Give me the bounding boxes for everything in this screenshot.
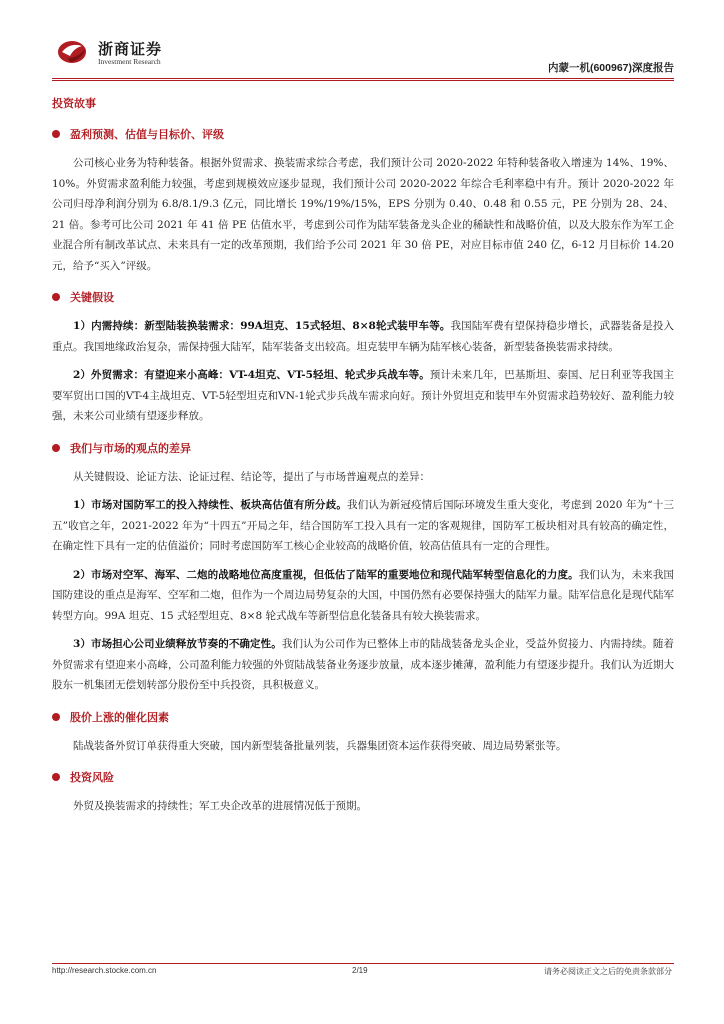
paragraph: 3）市场担心公司业绩释放节奏的不确定性。我们认为公司作为已整体上市的陆战装备龙头企业，受益外贸接力、内需持续。随着外贸需求有望迎来小高峰，公司盈利能力较强的外贸陆战装备业务逐步放量，成本逐步摊薄，盈利能力有望逐步提升。我们认为近期大股东一机集团无偿划转部分股份至中兵投资，具积极意义。 [52,638,674,691]
paragraph: 外贸及换装需求的持续性；军工央企改革的进展情况低于预期。 [73,800,367,812]
paragraph: 从关键假设、论证方法、论证过程、结论等，提出了与市场普遍观点的差异： [73,470,430,483]
main-content [52,88,674,817]
paragraph: 1）内需持续：新型陆装换装需求：99A坦克、15式轻坦、8×8轮式装甲车等。我国陆军费有望保持稳步增长，武器装备是投入重点。我国地缘政治复杂，需保持强大陆军，陆军装备支出较高。坦克装甲车辆为陆军核心装备，新型装备换装需求持续。 [52,320,674,353]
heading-risks [52,768,674,786]
heading-catalysts [52,708,674,726]
heading-text: 投资风险 [70,771,114,784]
footer-divider [52,963,674,964]
disclaimer-note: 请务必阅读正文之后的免责条款部分 [544,967,672,976]
brand-name: 浙商证券 [98,41,163,58]
header-divider [52,78,674,79]
paragraph: 1）市场对国防军工的投入持续性、板块高估值有所分歧。我们认为新冠疫情后国际环境发生重大变化，考虑到 2020 年为“十三五”收官之年，2021-2022 年为“十四五”开局之年，结合国防军工投入具有一定的客观规律，国防军工板块相对具有较高的确定性，在确定性下具有一定的估值溢价；同时考虑国防军工核心企业较高的战略价值，较高估值具有一定的合理性。 [52,499,674,552]
paragraph: 公司核心业务为特种装备。根据外贸需求、换装需求综合考虑，我们预计公司 2020-2022 年特种装备收入增速为 14%、19%、10%。外贸需求盈利能力较强，考虑到规模效应逐步显现，我们预计公司 2020-2022 年综合毛利率稳中有升。预计 2020-2022 年公司归母净利润分别为 6.8/8.1/9.3 亿元，同比增长 19%/19%/15%，EPS 分别为 0.40、0.48 和 0.55 元，PE 分别为 28、24、21 倍。参考可比公司 2021 年 41 倍 PE 估值水平，考虑到公司作为陆军装备龙头企业的稀缺性和战略价值，以及大股东作为军工企业混合所有制改革试点、未来具有一定的改革预期，我们给予公司 2021 年 30 倍 PE，对应目标市值 240 亿，6-12 月目标价 14.20 元，给予“买入”评级。 [52,157,674,272]
heading-text: 我们与市场的观点的差异 [70,441,191,455]
page-number: 2/19 [352,966,368,975]
heading-text: 股价上涨的催化因素 [70,710,169,724]
header-divider-thin [52,80,674,81]
bullet-icon [52,444,60,452]
zheshang-logo-icon [56,36,92,66]
section-title: 投资故事 [52,97,96,110]
footer-link[interactable]: http://research.stocke.com.cn [52,966,157,975]
heading-text: 盈利预测、估值与目标价、评级 [70,128,224,141]
paragraph-lead: 1）市场对国防军工的投入持续性、板块高估值有所分歧。 [73,499,348,511]
paragraph: 2）外贸需求：有望迎来小高峰：VT-4坦克、VT-5轻坦、轮式步兵战车等。预计未来几年，巴基斯坦、泰国、尼日利亚等我国主要军贸出口国的VT-4主战坦克、VT-5轻型坦克和VN-1轮式步兵战车需求向好。预计外贸坦克和装甲车外贸需求趋势较好、盈利能力较强，未来公司业绩有望逐步释放。 [52,369,675,422]
paragraph: 2）市场对空军、海军、二炮的战略地位高度重视，但低估了陆军的重要地位和现代陆军转型信息化的力度。我们认为，未来我国国防建设的重点是海军、空军和二炮，但作为一个周边局势复杂的大国，中国仍然有必要保持强大的陆军力量。陆军信息化是现代陆军转型方向。99A 坦克、15 式轻型坦克、8×8 轮式战车等新型信息化装备具有较大换装需求。 [52,568,674,622]
paragraph-lead: 2）外贸需求：有望迎来小高峰：VT-4坦克、VT-5轻坦、轮式步兵战车等。 [73,369,430,381]
bullet-icon [52,293,60,301]
heading-earnings-forecast [52,125,674,143]
heading-key-assumptions [52,288,674,306]
report-title: 内蒙一机(600967)深度报告 [547,62,674,74]
paragraph-lead: 1）内需持续：新型陆装换装需求：99A坦克、15式轻坦、8×8轮式装甲车等。 [73,320,451,332]
page-header [52,32,674,77]
bullet-icon [52,773,60,781]
bullet-icon [52,713,60,721]
paragraph-lead: 3）市场担心公司业绩释放节奏的不确定性。 [73,638,282,650]
heading-market-difference [52,439,674,457]
paragraph-lead: 2）市场对空军、海军、二炮的战略地位高度重视，但低估了陆军的重要地位和现代陆军转型信息化的力度。 [73,568,579,581]
heading-text: 关键假设 [70,291,114,304]
bullet-icon [52,130,60,138]
paragraph: 陆战装备外贸订单获得重大突破，国内新型装备批量列装，兵器集团资本运作获得突破、周边局势紧张等。 [73,739,567,752]
brand-subtitle: Investment Research [98,57,161,66]
